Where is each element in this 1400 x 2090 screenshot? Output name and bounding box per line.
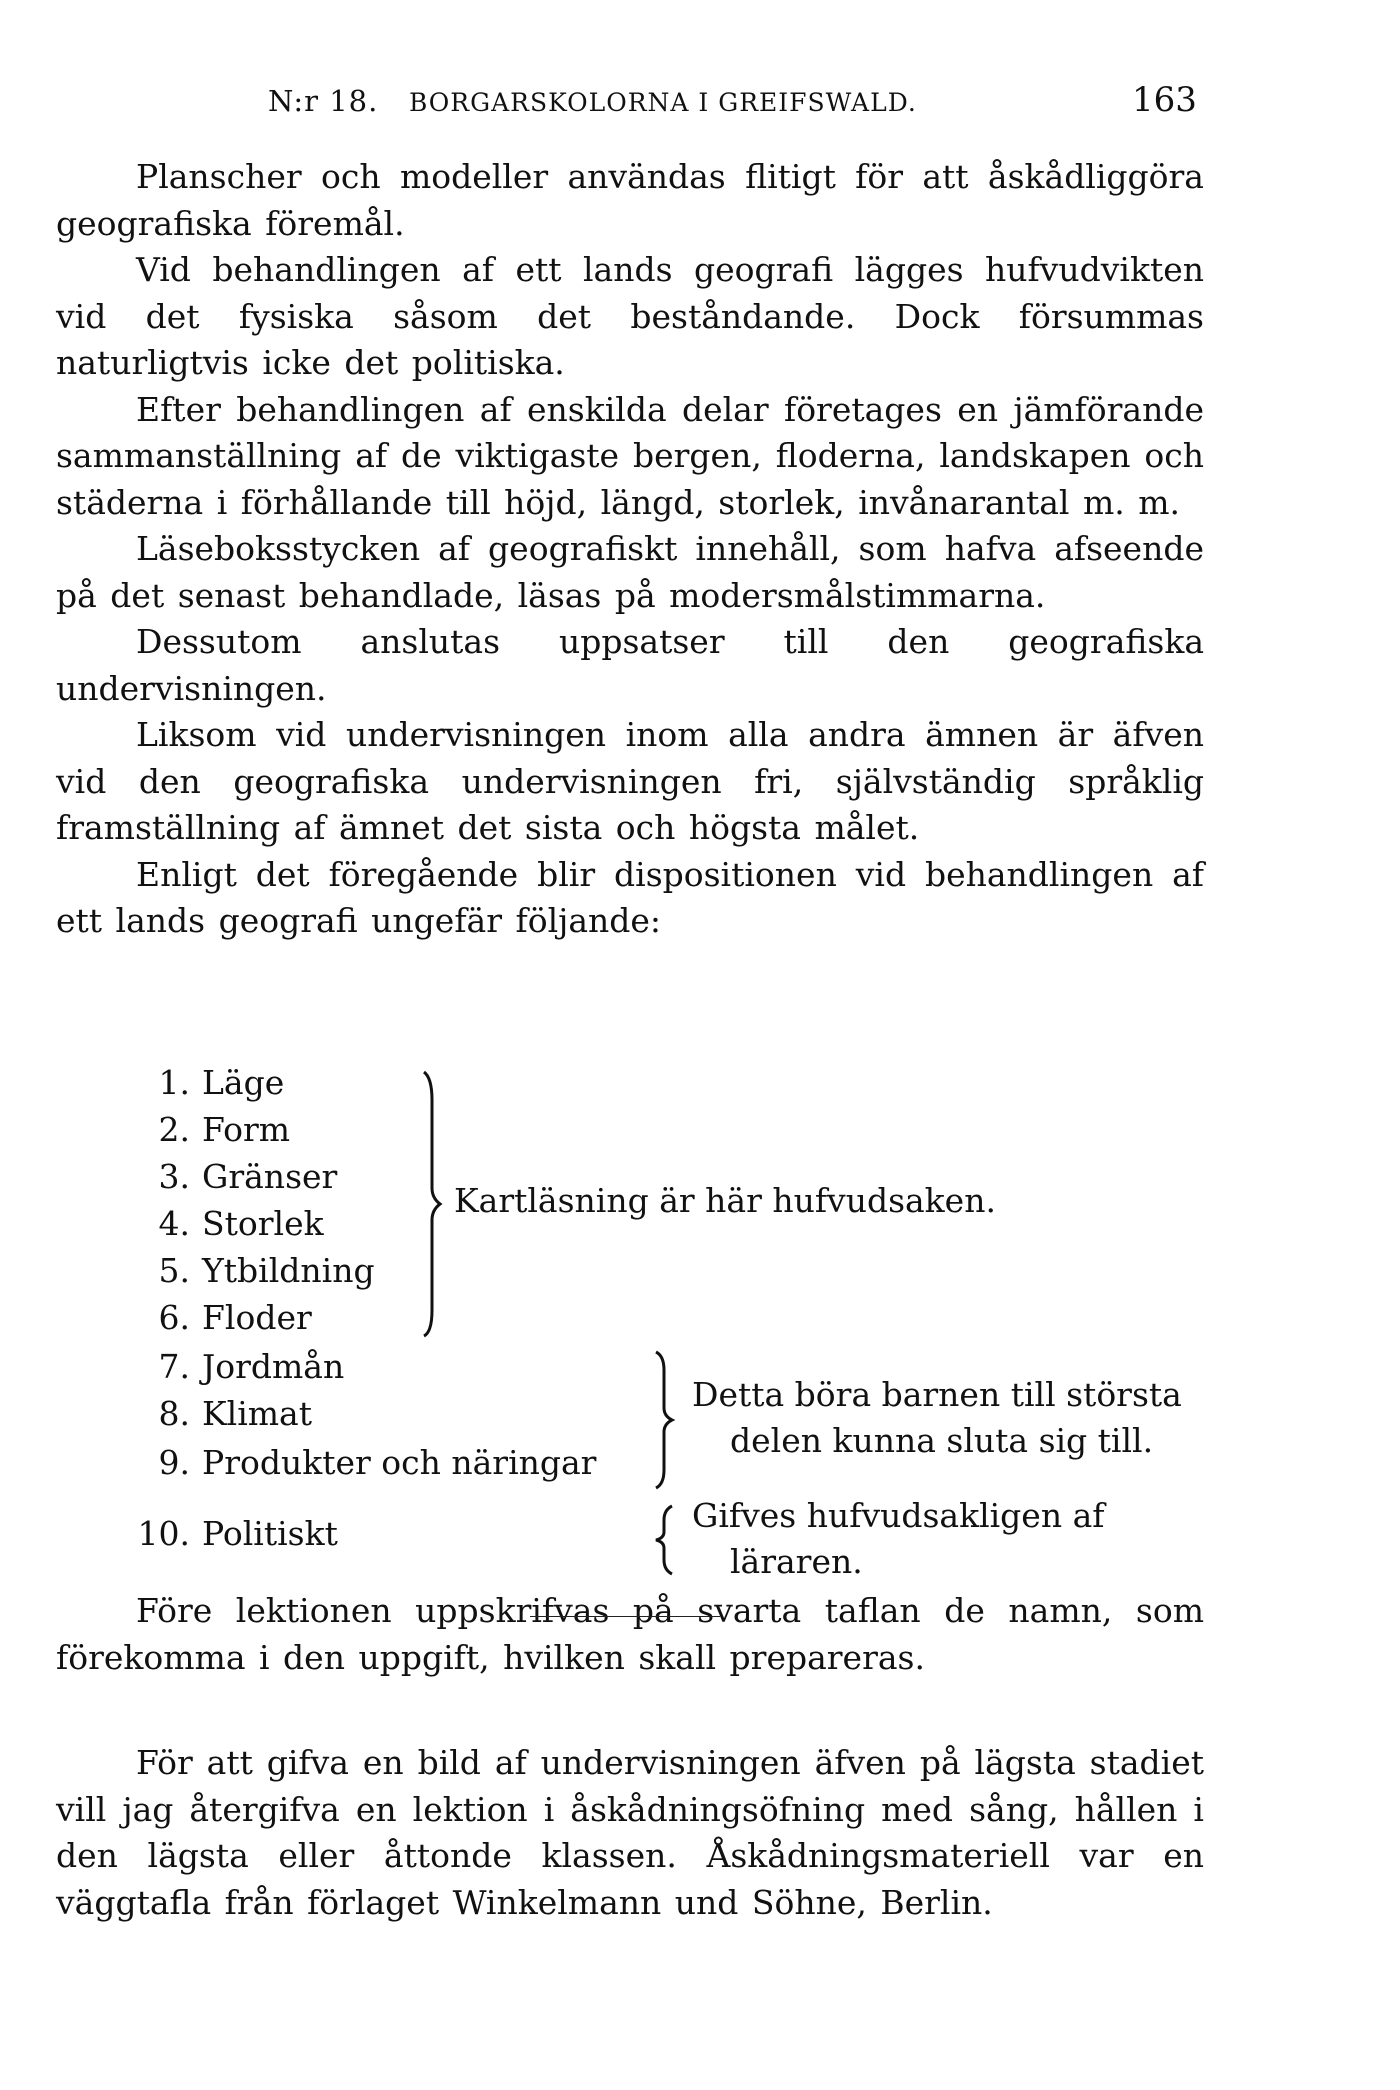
body-text-upper <box>56 154 1204 945</box>
outline-item: 5. Ytbildning <box>158 1251 375 1290</box>
note-teacher-given: Gifves hufvudsakligen af <box>692 1496 1105 1535</box>
paragraph: Enligt det föregående blir dispositionen vid behandlingen af ett lands geografi ungefär följande: <box>56 854 1204 940</box>
paragraph: Vid behandlingen af ett lands geografi lägges hufvudvikten vid det fysiska såsom det beståndande. Dock försummas naturligtvis icke det politiska. <box>56 250 1204 382</box>
paragraph: Liksom vid undervisningen inom alla andra ämnen är äfven vid den geografiska undervisningen fri, självständig språklig framställning af ämnet det sista och högsta målet. <box>56 715 1204 847</box>
brace-group-3 <box>650 1504 680 1576</box>
running-header <box>268 84 917 118</box>
note-map-reading: Kartläsning är här hufvudsaken. <box>454 1181 996 1220</box>
paragraph: Dessutom anslutas uppsatser till den geografiska undervisningen. <box>56 622 1204 708</box>
paragraph: Före lektionen uppskrifvas på svarta taflan de namn, som förekomma i den uppgift, hvilken skall prepareras. <box>56 1591 1204 1677</box>
outline-item: 4. Storlek <box>158 1204 324 1243</box>
paragraph: Läseboksstycken af geografiskt innehåll, som hafva afseende på det senast behandlade, läsas på modersmålstimmarna. <box>56 529 1204 615</box>
outline-item: 2. Form <box>158 1110 291 1149</box>
brace-group-2 <box>650 1350 680 1490</box>
outline-item: 3. Gränser <box>158 1157 338 1196</box>
outline-item: 7. Jordmån <box>158 1347 345 1386</box>
outline-item: 1. Läge <box>158 1063 285 1102</box>
outline-item: 10. Politiskt <box>137 1514 338 1553</box>
paragraph: För att gifva en bild af undervisningen äfven på lägsta stadiet vill jag återgifva en lektion i åskådningsöfning med sång, hållen i den lägsta eller åttonde klassen. Åskådningsmateriell var en väggtafla från förlaget Winkelmann und Söhne, Berlin. <box>56 1743 1204 1922</box>
body-text-after-list <box>56 1588 1204 1681</box>
page-number: 163 <box>1132 80 1197 120</box>
outline-item: 9. Produkter och näringar <box>158 1443 597 1482</box>
note-children-deduce: Detta böra barnen till största <box>692 1375 1182 1414</box>
body-text-lower <box>56 1740 1204 1926</box>
note-children-deduce-cont: delen kunna sluta sig till. <box>730 1421 1154 1460</box>
outline-item: 6. Floder <box>158 1298 312 1337</box>
section-divider <box>530 1616 720 1617</box>
outline-item: 8. Klimat <box>158 1394 312 1433</box>
paragraph: Efter behandlingen af enskilda delar företages en jämförande sammanställning af de viktigaste bergen, floderna, landskapen och städerna i förhållande till höjd, längd, storlek, invånarantal m. m. <box>56 389 1204 522</box>
issue-number: N:r 18. <box>268 84 379 118</box>
brace-group-1 <box>416 1070 446 1338</box>
note-teacher-given-cont: läraren. <box>730 1542 863 1581</box>
running-title: BORGARSKOLORNA I GREIFSWALD. <box>408 88 917 117</box>
paragraph: Planscher och modeller användas flitigt för att åskådliggöra geografiska föremål. <box>56 157 1204 243</box>
